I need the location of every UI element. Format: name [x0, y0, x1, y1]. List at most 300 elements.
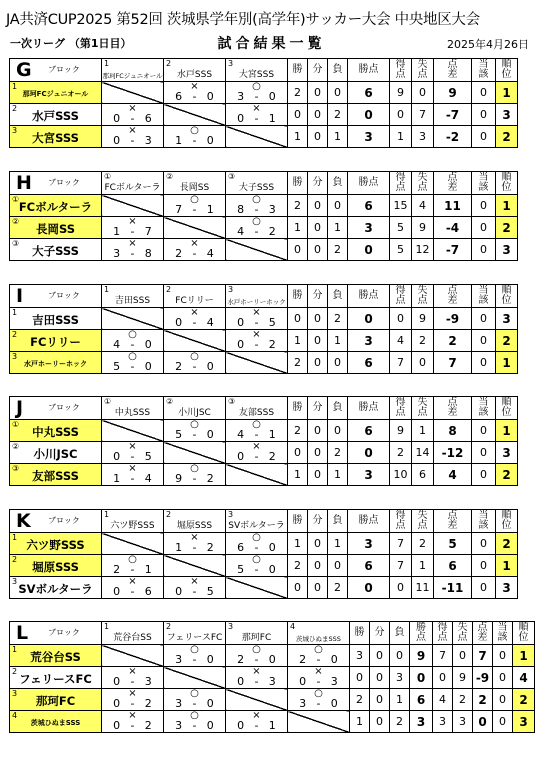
column-header-loss [328, 285, 348, 308]
goals-for-total: 7 [390, 352, 412, 374]
goals-against: 0 [206, 653, 214, 666]
score-dash: - [130, 225, 135, 238]
opponent-header [164, 172, 226, 195]
result-mark: ○ [252, 554, 261, 565]
match-result-cell [226, 420, 288, 442]
group-letter [10, 510, 102, 533]
goal-difference-value: -9 [434, 308, 472, 330]
goals-for: 1 [113, 472, 121, 485]
column-header-text: 順位 [501, 397, 512, 418]
column-header-played [472, 59, 496, 82]
draws-value: 0 [308, 555, 328, 577]
goals-for: 2 [113, 563, 121, 576]
opponent-name: 小川JSC [178, 408, 211, 418]
goals-against-total: 9 [412, 217, 434, 239]
result-mark: × [252, 103, 261, 114]
goals-against: 0 [206, 360, 214, 373]
head-to-head-value: 0 [472, 239, 496, 261]
rank-value: 3 [496, 442, 518, 464]
team-number: 1 [104, 285, 110, 294]
draws-value: 0 [370, 645, 390, 667]
opponent-name: FCボルターラ [104, 183, 161, 193]
team-number: 3 [228, 285, 234, 294]
column-header-text: 順位 [501, 510, 512, 531]
goals-against: 5 [206, 585, 214, 598]
opponent-header [164, 622, 226, 645]
match-result-cell [226, 533, 288, 555]
score-dash: - [192, 697, 197, 710]
goals-for: 2 [299, 653, 307, 666]
team-name: 中丸SSS [32, 425, 79, 439]
team-name-cell [10, 126, 102, 148]
result-mark: × [190, 576, 199, 587]
goal-difference-value: -12 [434, 442, 472, 464]
score-dash: - [254, 316, 259, 329]
column-header-ga [412, 397, 434, 420]
team-number: ① [12, 195, 20, 204]
rank-value: 1 [496, 195, 518, 217]
rank-value: 3 [496, 577, 518, 599]
opponent-header [164, 59, 226, 82]
goals-against: 1 [268, 428, 276, 441]
column-header-text: 勝 [292, 290, 303, 301]
match-result-cell [102, 667, 164, 689]
goals-for-total: 0 [390, 308, 412, 330]
match-result-cell [102, 217, 164, 239]
opponent-name: 六ツ野SSS [110, 521, 155, 531]
goals-for-total: 3 [433, 711, 453, 733]
goal-difference-value: 7 [434, 352, 472, 374]
draws-value: 0 [308, 239, 328, 261]
result-mark: × [128, 666, 137, 677]
self-match-cell [102, 420, 164, 442]
goals-against: 5 [144, 450, 152, 463]
column-header-text: 順位 [501, 172, 512, 193]
score-dash: - [130, 563, 135, 576]
column-header-text: 順位 [501, 59, 512, 80]
score-dash: - [130, 585, 135, 598]
column-header-text: 点差 [447, 285, 458, 306]
goals-for: 0 [113, 585, 121, 598]
points-value: 0 [348, 577, 390, 599]
self-match-cell [226, 689, 288, 711]
column-header-text: 得点 [437, 622, 448, 643]
tournament-title: JA共済CUP2025 第52回 茨城県学年別(高学年)サッカー大会 中央地区大会 [6, 12, 480, 28]
head-to-head-value: 0 [493, 667, 513, 689]
team-number: 1 [12, 82, 18, 91]
result-mark: × [128, 688, 137, 699]
match-result-cell [102, 464, 164, 486]
rank-value: 2 [496, 217, 518, 239]
goals-against: 0 [268, 653, 276, 666]
column-header-text: 得点 [395, 59, 406, 80]
losses-value: 3 [390, 667, 410, 689]
team-name: 大宮SSS [32, 131, 79, 145]
team-name-cell [10, 82, 102, 104]
page-title: 試合結果一覧 [217, 36, 326, 52]
team-row [10, 217, 518, 239]
goal-difference-value: 4 [434, 464, 472, 486]
match-result-cell [102, 330, 164, 352]
score-dash: - [192, 585, 197, 598]
team-row [10, 533, 518, 555]
score-dash: - [254, 653, 259, 666]
group-table-j [9, 396, 518, 486]
match-result-cell [164, 689, 226, 711]
goals-for: 0 [113, 697, 121, 710]
team-number: 2 [12, 104, 18, 113]
column-header-gf [433, 622, 453, 645]
head-to-head-value: 0 [472, 420, 496, 442]
column-header-text: 当該 [478, 285, 489, 306]
team-number: 3 [228, 59, 234, 68]
team-number: 2 [166, 59, 172, 68]
opponent-header [102, 172, 164, 195]
goals-against-total: 0 [412, 82, 434, 104]
rank-value: 2 [496, 126, 518, 148]
team-number: 3 [12, 577, 18, 586]
head-to-head-value: 0 [472, 104, 496, 126]
goals-for: 0 [237, 450, 245, 463]
match-result-cell [226, 555, 288, 577]
team-name: 那珂FCジュニオール [22, 90, 89, 98]
score-dash: - [254, 112, 259, 125]
team-row [10, 667, 535, 689]
column-header-gf [390, 172, 412, 195]
result-mark: × [128, 441, 137, 452]
score-dash: - [192, 719, 197, 732]
column-header-loss [328, 397, 348, 420]
goals-against: 2 [268, 225, 276, 238]
column-header-text: 失点 [417, 59, 428, 80]
rank-value: 1 [496, 420, 518, 442]
opponent-header [226, 285, 288, 308]
points-value: 9 [410, 645, 433, 667]
goal-difference-value: -7 [434, 104, 472, 126]
match-result-cell [226, 104, 288, 126]
goals-against: 2 [206, 472, 214, 485]
match-result-cell [102, 352, 164, 374]
block-label: ブロック [48, 403, 80, 412]
column-header-played [472, 172, 496, 195]
opponent-name: 水戸ホーリーホック [227, 298, 286, 306]
opponent-name: 吉田SSS [114, 296, 151, 306]
result-mark: × [252, 329, 261, 340]
column-header-text: 勝 [292, 515, 303, 526]
column-header-text: 当該 [478, 172, 489, 193]
goals-against: 0 [206, 697, 214, 710]
goals-against-total: 4 [412, 195, 434, 217]
goals-for-total: 0 [390, 577, 412, 599]
losses-value: 1 [328, 464, 348, 486]
group-letter [10, 59, 102, 82]
column-header-text: 勝点 [358, 515, 379, 526]
opponent-header [102, 285, 164, 308]
column-header-draw [370, 622, 390, 645]
draws-value: 0 [308, 533, 328, 555]
team-number: 3 [12, 352, 18, 361]
score-dash: - [192, 203, 197, 216]
team-name: 荒谷台SS [30, 650, 81, 664]
group-letter-text: J [16, 397, 24, 419]
goals-for: 0 [237, 316, 245, 329]
team-number: 3 [228, 510, 234, 519]
match-result-cell [102, 555, 164, 577]
losses-value: 2 [328, 239, 348, 261]
result-mark: ○ [190, 688, 199, 699]
goals-for: 0 [237, 338, 245, 351]
column-header-text: 当該 [478, 397, 489, 418]
column-header-text: 点差 [477, 622, 488, 643]
result-mark: ○ [128, 351, 137, 362]
column-header-loss [328, 510, 348, 533]
result-mark: × [252, 441, 261, 452]
team-name-cell [10, 217, 102, 239]
score-dash: - [254, 428, 259, 441]
goals-against-total: 11 [412, 577, 434, 599]
score-dash: - [192, 90, 197, 103]
match-result-cell [164, 645, 226, 667]
team-row [10, 464, 518, 486]
head-to-head-value: 0 [493, 645, 513, 667]
column-header-points [348, 172, 390, 195]
self-match-cell [226, 577, 288, 599]
head-to-head-value: 0 [472, 82, 496, 104]
score-dash: - [254, 563, 259, 576]
result-mark: ○ [252, 216, 261, 227]
goals-against-total: 2 [412, 533, 434, 555]
score-dash: - [254, 675, 259, 688]
wins-value: 0 [350, 667, 370, 689]
team-name: 堀原SSS [32, 560, 79, 574]
column-header-text: 当該 [478, 59, 489, 80]
score-dash: - [130, 719, 135, 732]
goals-for: 0 [299, 675, 307, 688]
group-header-row [10, 285, 518, 308]
column-header-gf [390, 510, 412, 533]
points-value: 0 [348, 104, 390, 126]
group-letter [10, 622, 102, 645]
column-header-text: 得点 [395, 285, 406, 306]
losses-value: 0 [328, 352, 348, 374]
team-row [10, 126, 518, 148]
group-header-row [10, 59, 518, 82]
match-result-cell [226, 442, 288, 464]
opponent-name: SVボルターラ [228, 521, 285, 531]
self-match-cell [226, 352, 288, 374]
match-result-cell [102, 577, 164, 599]
team-name-cell [10, 533, 102, 555]
column-header-text: 勝 [292, 177, 303, 188]
self-match-cell [226, 464, 288, 486]
column-header-draw [308, 172, 328, 195]
goals-against: 1 [268, 719, 276, 732]
column-header-win [350, 622, 370, 645]
head-to-head-value: 0 [472, 555, 496, 577]
goals-against-total: 2 [412, 330, 434, 352]
column-header-text: 分 [374, 627, 385, 638]
goals-against: 0 [144, 338, 152, 351]
goal-difference-value: -9 [473, 667, 493, 689]
result-mark: × [252, 307, 261, 318]
goals-against: 2 [144, 697, 152, 710]
team-name: 長岡SS [35, 222, 76, 236]
team-name: 六ツ野SSS [26, 538, 85, 552]
column-header-ga [412, 59, 434, 82]
goals-for-total: 7 [433, 645, 453, 667]
result-mark: ○ [190, 351, 199, 362]
points-value: 3 [348, 217, 390, 239]
goals-against-total: 12 [412, 239, 434, 261]
goal-difference-value: 5 [434, 533, 472, 555]
team-name: 吉田SSS [32, 313, 79, 327]
goals-against: 0 [206, 134, 214, 147]
opponent-name: 茨城ひぬまSSS [296, 635, 341, 643]
column-header-played [472, 285, 496, 308]
goals-against: 6 [144, 112, 152, 125]
column-header-text: 当該 [478, 510, 489, 531]
wins-value: 0 [288, 442, 308, 464]
result-mark: ○ [190, 194, 199, 205]
wins-value: 2 [288, 195, 308, 217]
self-match-cell [226, 239, 288, 261]
result-mark: ○ [190, 710, 199, 721]
self-match-cell [288, 711, 350, 733]
column-header-text: 当該 [497, 622, 508, 643]
goals-against-total: 6 [412, 464, 434, 486]
goals-against: 7 [144, 225, 152, 238]
goals-for: 0 [113, 112, 121, 125]
self-match-cell [164, 442, 226, 464]
column-header-text: 勝点 [358, 177, 379, 188]
result-mark: × [128, 463, 137, 474]
result-mark: ○ [128, 554, 137, 565]
team-name: フェリースFC [19, 672, 92, 686]
team-row [10, 577, 518, 599]
head-to-head-value: 0 [493, 711, 513, 733]
draws-value: 0 [370, 711, 390, 733]
team-number: 3 [12, 689, 18, 698]
opponent-header [226, 397, 288, 420]
column-header-played [493, 622, 513, 645]
result-mark: ○ [252, 419, 261, 430]
team-name-cell [10, 420, 102, 442]
team-name-cell [10, 464, 102, 486]
score-dash: - [192, 316, 197, 329]
team-number: ① [104, 172, 112, 181]
draws-value: 0 [308, 442, 328, 464]
match-result-cell [164, 82, 226, 104]
block-label: ブロック [48, 291, 80, 300]
goals-for: 6 [237, 541, 245, 554]
score-dash: - [130, 472, 135, 485]
team-number: 1 [104, 59, 110, 68]
date-label: 2025年4月26日 [447, 38, 529, 51]
goals-for-total: 5 [390, 239, 412, 261]
column-header-points [348, 397, 390, 420]
goals-against-total: 9 [453, 667, 473, 689]
team-number: 1 [12, 308, 18, 317]
points-value: 3 [410, 711, 433, 733]
match-result-cell [164, 352, 226, 374]
team-number: 1 [12, 533, 18, 542]
goals-against-total: 0 [412, 352, 434, 374]
team-name-cell [10, 352, 102, 374]
goals-against: 4 [144, 472, 152, 485]
column-header-win [288, 172, 308, 195]
team-number: ③ [228, 397, 236, 406]
goals-for: 4 [237, 225, 245, 238]
head-to-head-value: 0 [472, 464, 496, 486]
goals-against: 0 [268, 90, 276, 103]
draws-value: 0 [308, 217, 328, 239]
goals-for-total: 7 [390, 555, 412, 577]
goals-for: 3 [237, 90, 245, 103]
column-header-text: 負 [332, 64, 343, 75]
goal-difference-value: 0 [473, 711, 493, 733]
opponent-header [288, 622, 350, 645]
team-number: 2 [166, 622, 172, 631]
match-result-cell [288, 645, 350, 667]
losses-value: 2 [328, 104, 348, 126]
team-name-cell [10, 711, 102, 733]
result-mark: ○ [252, 81, 261, 92]
draws-value: 0 [308, 577, 328, 599]
column-header-text: 得点 [395, 172, 406, 193]
goals-against: 0 [268, 541, 276, 554]
goals-for: 0 [237, 112, 245, 125]
team-name-cell [10, 555, 102, 577]
goals-against: 3 [330, 675, 338, 688]
column-header-rank [496, 59, 518, 82]
opponent-header [226, 622, 288, 645]
draws-value: 0 [308, 82, 328, 104]
goals-for: 3 [175, 697, 183, 710]
wins-value: 1 [288, 126, 308, 148]
goals-for: 0 [175, 316, 183, 329]
goals-for: 6 [175, 90, 183, 103]
column-header-text: 分 [312, 515, 323, 526]
losses-value: 0 [328, 555, 348, 577]
column-header-text: 点差 [447, 172, 458, 193]
score-dash: - [130, 134, 135, 147]
wins-value: 0 [288, 104, 308, 126]
match-result-cell [288, 667, 350, 689]
result-mark: × [128, 238, 137, 249]
goals-for: 2 [175, 360, 183, 373]
goals-for: 1 [113, 225, 121, 238]
result-mark: ○ [252, 194, 261, 205]
opponent-header [226, 59, 288, 82]
column-header-text: 得点 [395, 510, 406, 531]
column-header-gf [390, 285, 412, 308]
team-number: 2 [166, 285, 172, 294]
result-mark: ○ [190, 125, 199, 136]
column-header-text: 失点 [457, 622, 468, 643]
column-header-text: 勝点 [358, 402, 379, 413]
column-header-rank [496, 397, 518, 420]
group-table-g [9, 58, 518, 148]
rank-value: 2 [496, 330, 518, 352]
goals-for: 7 [175, 203, 183, 216]
column-header-rank [496, 510, 518, 533]
team-row [10, 645, 535, 667]
column-header-text: 分 [312, 290, 323, 301]
column-header-text: 分 [312, 402, 323, 413]
column-header-text: 得点 [395, 397, 406, 418]
result-mark: × [128, 710, 137, 721]
match-result-cell [102, 689, 164, 711]
